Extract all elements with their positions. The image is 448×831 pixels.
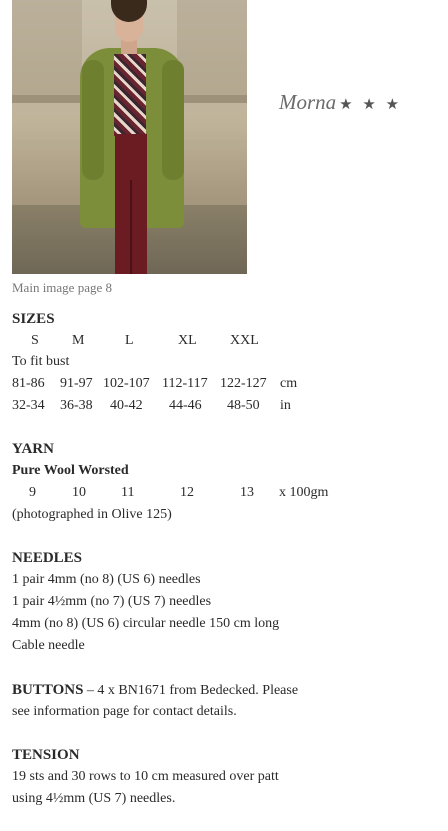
needles-heading: NEEDLES bbox=[12, 550, 83, 566]
yarn-unit: x 100gm bbox=[279, 485, 329, 500]
model-sleeve bbox=[162, 60, 184, 180]
model-sleeve bbox=[82, 60, 104, 180]
yarn-heading: YARN bbox=[12, 441, 54, 457]
bust-in-unit: in bbox=[280, 398, 291, 413]
stone-block bbox=[177, 0, 247, 95]
bust-in: 44-46 bbox=[169, 398, 202, 413]
bust-in: 48-50 bbox=[227, 398, 260, 413]
yarn-amount: 13 bbox=[240, 485, 254, 500]
bust-in: 40-42 bbox=[110, 398, 143, 413]
image-caption: Main image page 8 bbox=[12, 280, 112, 295]
pattern-name: Morna bbox=[279, 90, 337, 114]
yarn-amount: 9 bbox=[29, 485, 36, 500]
size-label: L bbox=[125, 333, 134, 348]
buttons-heading: BUTTONS bbox=[12, 682, 84, 698]
main-photo bbox=[12, 0, 247, 274]
yarn-name: Pure Wool Worsted bbox=[12, 463, 129, 478]
bust-cm-unit: cm bbox=[280, 376, 298, 391]
yarn-amount: 12 bbox=[180, 485, 194, 500]
to-fit-label: To fit bust bbox=[12, 354, 70, 369]
bust-in: 32-34 bbox=[12, 398, 45, 413]
size-label: XXL bbox=[230, 333, 259, 348]
needle-line: 4mm (no 8) (US 6) circular needle 150 cm long bbox=[12, 616, 280, 631]
model-top bbox=[114, 54, 146, 136]
buttons-line-2: see information page for contact details. bbox=[12, 704, 237, 719]
tension-line-1: 19 sts and 30 rows to 10 cm measured over patt bbox=[12, 769, 279, 784]
tension-heading: TENSION bbox=[12, 747, 80, 763]
difficulty-stars: ★ ★ ★ bbox=[339, 97, 403, 113]
needle-line: 1 pair 4½mm (no 7) (US 7) needles bbox=[12, 594, 212, 609]
bust-in: 36-38 bbox=[60, 398, 93, 413]
buttons-line-1 bbox=[12, 682, 298, 699]
bust-cm: 81-86 bbox=[12, 376, 45, 391]
yarn-amount: 10 bbox=[72, 485, 86, 500]
yarn-amount: 11 bbox=[121, 485, 135, 500]
bust-cm: 112-117 bbox=[162, 376, 208, 391]
size-label: XL bbox=[178, 333, 197, 348]
size-label: S bbox=[31, 333, 39, 348]
bust-cm: 91-97 bbox=[60, 376, 93, 391]
bust-cm: 122-127 bbox=[220, 376, 267, 391]
stone-block bbox=[12, 0, 82, 95]
bust-cm: 102-107 bbox=[103, 376, 150, 391]
size-label: M bbox=[72, 333, 85, 348]
pattern-title bbox=[279, 90, 402, 115]
trouser-seam bbox=[130, 180, 132, 274]
buttons-detail: – 4 x BN1671 from Bedecked. Please bbox=[83, 683, 299, 698]
sizes-heading: SIZES bbox=[12, 311, 55, 327]
needle-line: Cable needle bbox=[12, 638, 85, 653]
yarn-note: (photographed in Olive 125) bbox=[12, 507, 172, 522]
model-neck bbox=[121, 40, 137, 54]
tension-line-2: using 4½mm (US 7) needles. bbox=[12, 791, 176, 806]
needle-line: 1 pair 4mm (no 8) (US 6) needles bbox=[12, 572, 201, 587]
